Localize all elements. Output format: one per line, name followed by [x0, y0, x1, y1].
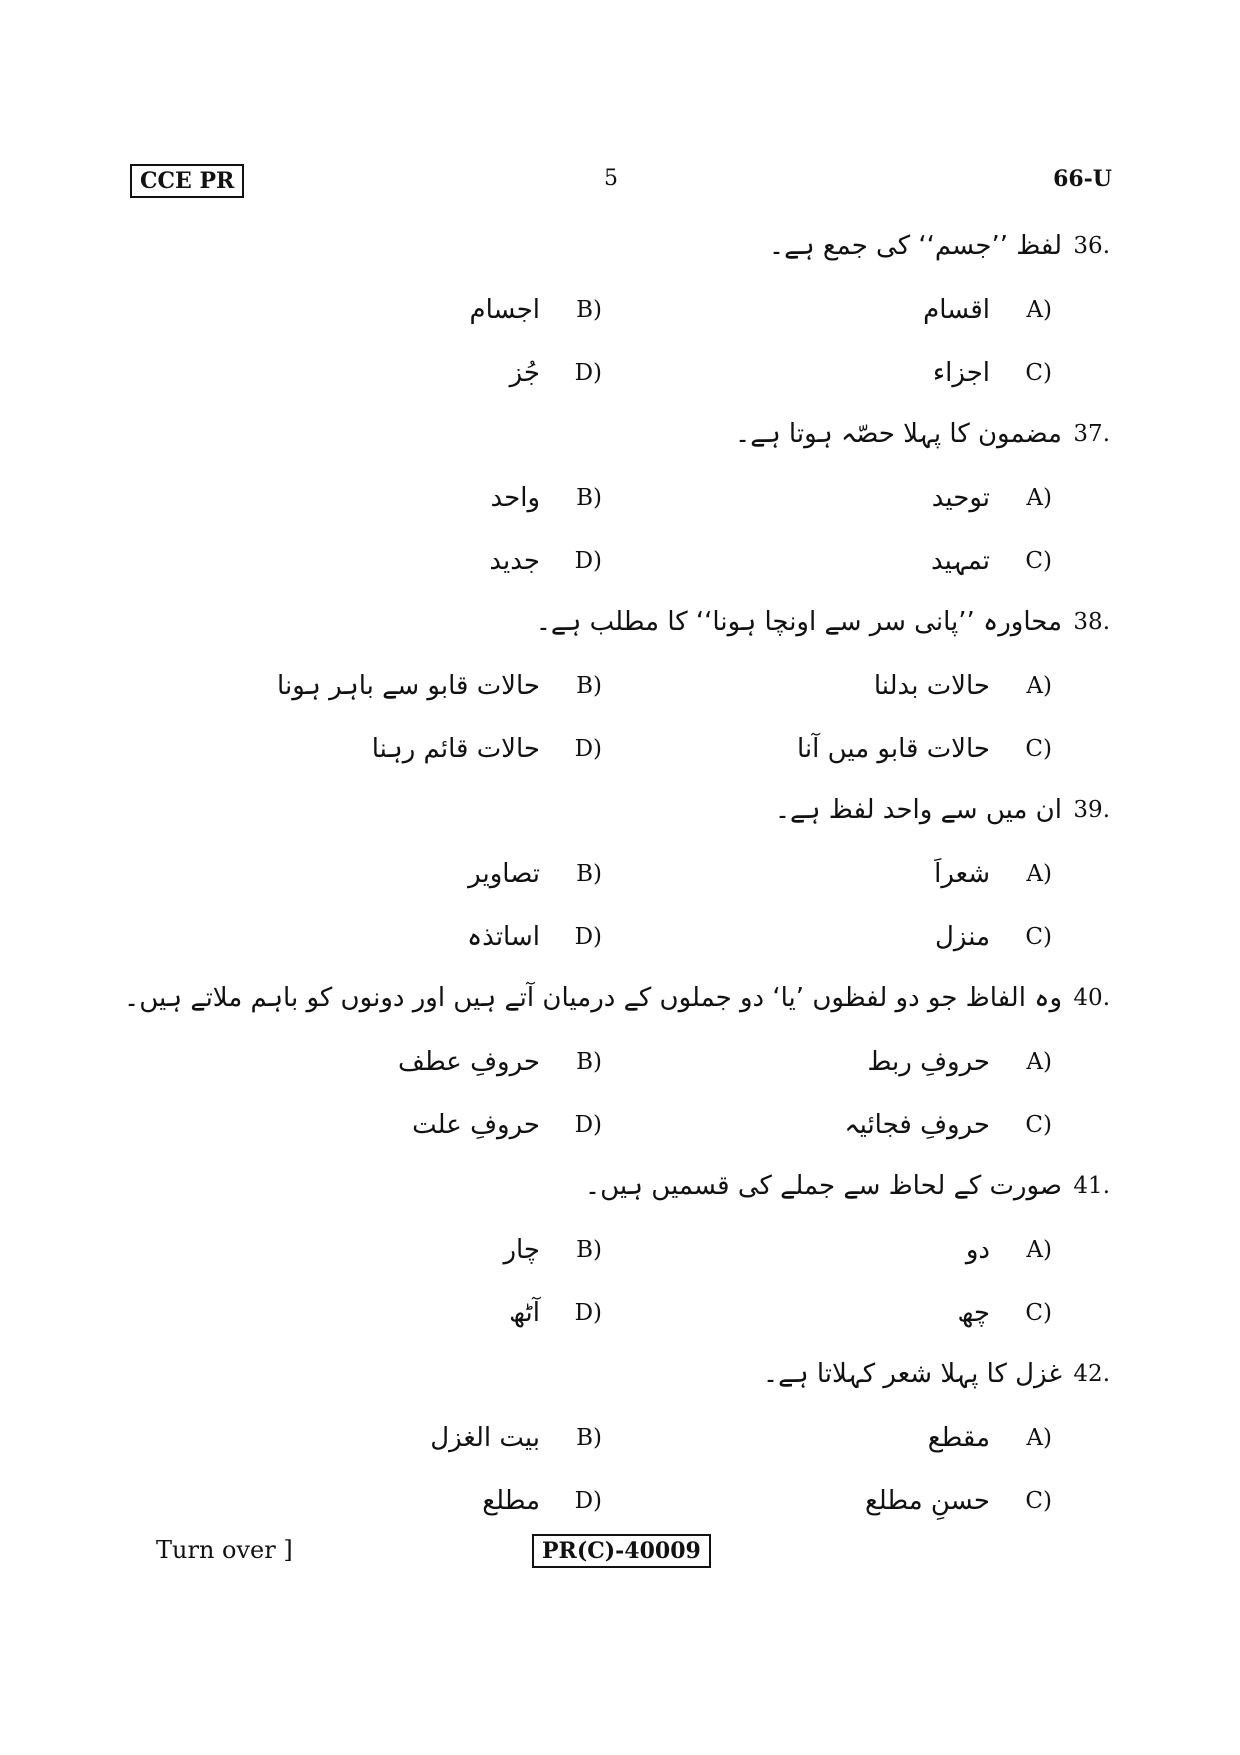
- option-c-label: C): [1025, 1112, 1052, 1138]
- question-number: 42.: [1073, 1361, 1110, 1387]
- option-a-text: حروفِ ربط: [867, 1047, 990, 1077]
- option-c-text: چھ: [957, 1298, 990, 1328]
- option-d-label: D): [574, 1300, 602, 1326]
- option-b-label: B): [576, 1049, 602, 1075]
- option-a-label: A): [1026, 1237, 1052, 1263]
- option-a-label: A): [1026, 297, 1052, 323]
- paper-code-box: PR(C)-40009: [532, 1534, 711, 1568]
- option-b-label: B): [576, 485, 602, 511]
- option-a-text: مقطع: [927, 1423, 990, 1453]
- question-36: [0, 228, 1240, 388]
- option-c-text: حروفِ فجائیہ: [844, 1110, 990, 1140]
- option-b-label: B): [576, 861, 602, 887]
- option-c-text: حالات قابو میں آنا: [796, 734, 990, 764]
- option-b-text: واحد: [490, 483, 540, 513]
- subject-code: 66-U: [1053, 166, 1112, 192]
- turn-over-note: Turn over ]: [156, 1536, 293, 1564]
- question-text: لفظ ’’جسم‘‘ کی جمع ہے۔: [768, 231, 1062, 261]
- option-b-text: تصاویر: [468, 859, 540, 889]
- option-c-label: C): [1025, 360, 1052, 386]
- option-c-text: تمہید: [931, 546, 990, 576]
- option-a-text: حالات بدلنا: [873, 671, 990, 701]
- option-c-label: C): [1025, 1300, 1052, 1326]
- question-number: 37.: [1073, 421, 1110, 447]
- question-text: مضمون کا پہلا حصّہ ہوتا ہے۔: [734, 419, 1062, 449]
- option-d-label: D): [574, 736, 602, 762]
- option-d-label: D): [574, 1112, 602, 1138]
- question-37: [0, 416, 1240, 576]
- option-a-text: دو: [965, 1235, 990, 1265]
- question-42: [0, 1356, 1240, 1516]
- option-a-label: A): [1026, 485, 1052, 511]
- option-d-text: مطلع: [482, 1486, 540, 1516]
- option-d-text: حروفِ علت: [412, 1110, 540, 1140]
- option-b-text: حالات قابو سے باہر ہونا: [277, 671, 540, 701]
- question-40: [0, 980, 1240, 1140]
- option-b-text: چار: [503, 1235, 540, 1265]
- option-c-label: C): [1025, 1488, 1052, 1514]
- question-text: محاورہ ’’پانی سر سے اونچا ہونا‘‘ کا مطلب ہے۔: [535, 607, 1062, 637]
- option-b-label: B): [576, 297, 602, 323]
- question-text: صورت کے لحاظ سے جملے کی قسمیں ہیں۔: [584, 1171, 1062, 1201]
- option-b-text: اجسام: [469, 295, 540, 325]
- question-number: 36.: [1073, 233, 1110, 259]
- option-d-label: D): [574, 924, 602, 950]
- option-a-text: توحید: [931, 483, 990, 513]
- option-c-label: C): [1025, 736, 1052, 762]
- option-c-label: C): [1025, 548, 1052, 574]
- option-d-label: D): [574, 1488, 602, 1514]
- option-a-text: اقسام: [923, 295, 990, 325]
- question-number: 39.: [1073, 797, 1110, 823]
- option-d-text: آٹھ: [509, 1298, 540, 1328]
- question-text: وہ الفاظ جو دو لفظوں ’یا‘ دو جملوں کے درمیان آتے ہیں اور دونوں کو باہم ملاتے ہیں۔: [123, 983, 1062, 1013]
- option-d-text: اساتذہ: [466, 922, 540, 952]
- option-a-label: A): [1026, 673, 1052, 699]
- question-number: 40.: [1073, 985, 1110, 1011]
- question-number: 38.: [1073, 609, 1110, 635]
- option-b-text: بیت الغزل: [430, 1423, 540, 1453]
- page-number: 5: [604, 166, 618, 191]
- question-38: [0, 604, 1240, 764]
- question-39: [0, 792, 1240, 952]
- option-d-text: جدید: [489, 546, 540, 576]
- option-c-text: حسنِ مطلع: [864, 1486, 990, 1516]
- option-b-label: B): [576, 1425, 602, 1451]
- option-c-label: C): [1025, 924, 1052, 950]
- question-41: [0, 1168, 1240, 1328]
- question-text: غزل کا پہلا شعر کہلاتا ہے۔: [762, 1359, 1062, 1389]
- option-d-label: D): [574, 360, 602, 386]
- option-d-text: جُز: [509, 358, 540, 388]
- option-d-text: حالات قائم رہنا: [371, 734, 540, 764]
- question-number: 41.: [1073, 1173, 1110, 1199]
- option-d-label: D): [574, 548, 602, 574]
- option-c-text: اجزاء: [932, 358, 990, 388]
- option-b-text: حروفِ عطف: [398, 1047, 540, 1077]
- exam-code-box: CCE PR: [130, 164, 244, 198]
- option-b-label: B): [576, 673, 602, 699]
- option-a-label: A): [1026, 861, 1052, 887]
- option-a-text: شعراَ: [934, 859, 990, 889]
- option-a-label: A): [1026, 1425, 1052, 1451]
- option-b-label: B): [576, 1237, 602, 1263]
- option-a-label: A): [1026, 1049, 1052, 1075]
- option-c-text: منزل: [934, 922, 990, 952]
- question-text: ان میں سے واحد لفظ ہے۔: [774, 795, 1062, 825]
